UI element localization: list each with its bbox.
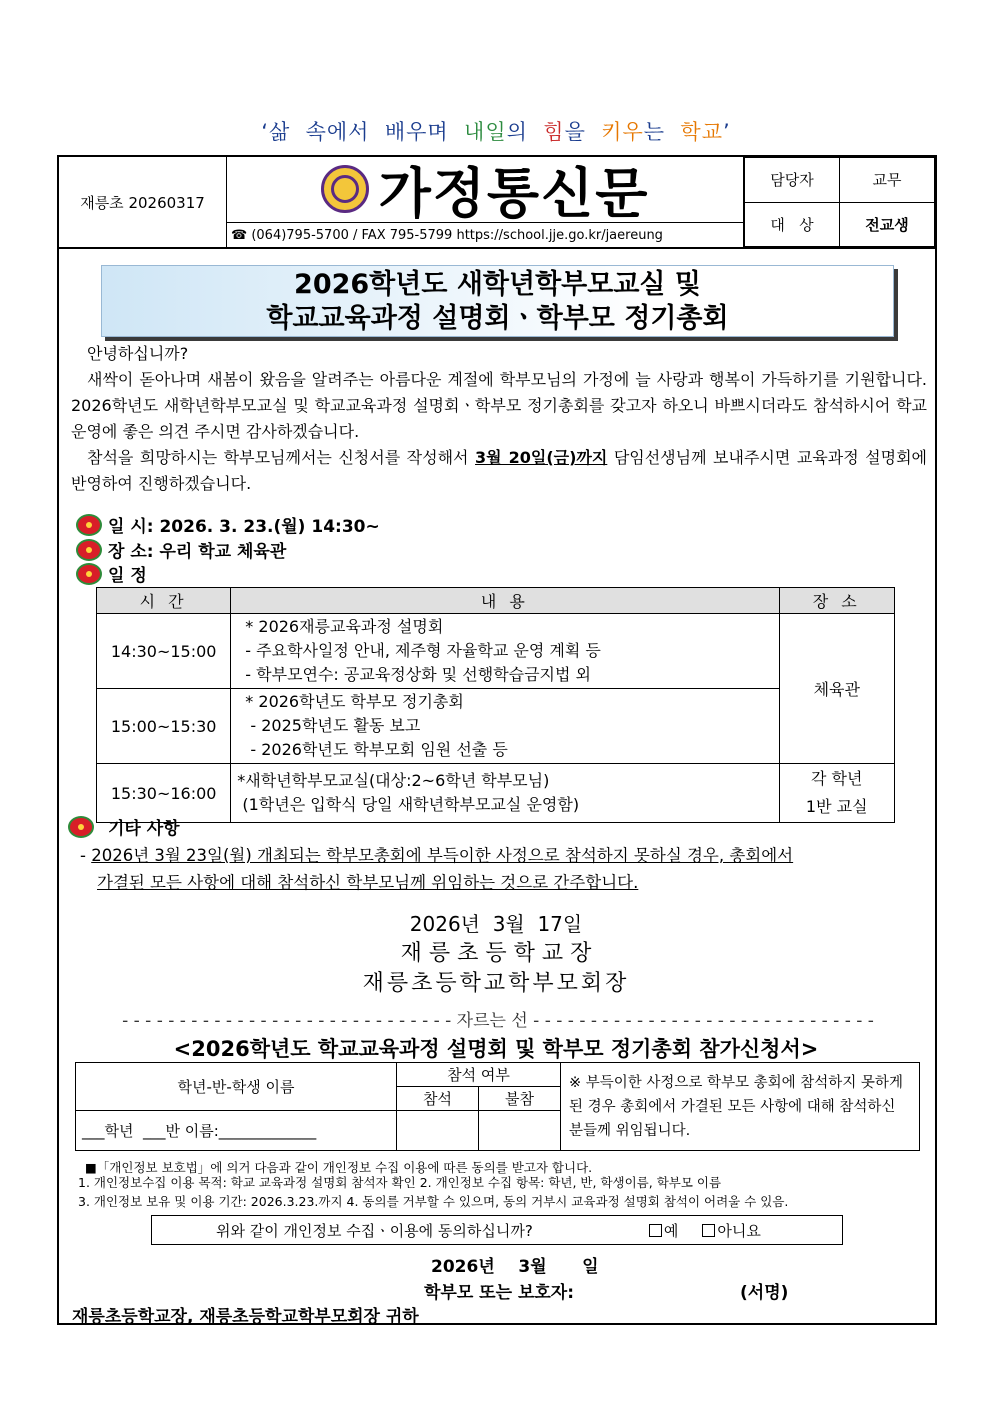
checkbox-icon[interactable] bbox=[702, 1224, 715, 1237]
addressee: 재릉초등학교장, 재릉초등학교학부모회장 귀하 bbox=[72, 1307, 419, 1327]
greeting: 안녕하십니까? bbox=[87, 344, 189, 363]
newsletter-title-block bbox=[227, 157, 743, 225]
application-table bbox=[75, 1062, 920, 1151]
form-title: <2026학년도 학교교육과정 설명회 및 학부모 정기총회 참가신청서> bbox=[173, 1037, 819, 1061]
attend-yes-cell[interactable] bbox=[397, 1111, 479, 1151]
signature-label: (서명) bbox=[740, 1283, 789, 1303]
banner-line-2: 학교교육과정 설명회ㆍ학부모 정기총회 bbox=[266, 303, 729, 334]
request-text-end: 담임선생님께 보내주시면 교육과정 설명회에 반영하여 진행하겠습니다. bbox=[71, 448, 927, 493]
consent-question: 위와 같이 개인정보 수집ㆍ이용에 동의하십니까? bbox=[216, 1221, 533, 1240]
col-student-name: 학년-반-학생 이름 bbox=[76, 1063, 397, 1111]
attend-no-cell[interactable] bbox=[479, 1111, 561, 1151]
motto-part: ’ bbox=[723, 120, 731, 144]
pta-president: 재릉초등학교학부모회장 bbox=[362, 971, 630, 996]
checkbox-icon[interactable] bbox=[649, 1224, 662, 1237]
flower-icon bbox=[76, 539, 102, 561]
cut-line: - - - - - - - - - - - - - - - - - - - - - - - - - - - - - 자르는 선 - - - - - - - - - - - - - - - - - - - - - - - - - - - - - - bbox=[122, 1011, 874, 1031]
manager-value: 교무 bbox=[840, 158, 935, 203]
banner-line-1: 2026학년도 새학년학부모교실 및 bbox=[294, 269, 701, 300]
motto-part: 배우며 bbox=[384, 120, 465, 144]
principal: 재 릉 초 등 학 교 장 bbox=[400, 941, 592, 966]
motto-part: 을 bbox=[564, 120, 602, 144]
notes-line-2: 가결된 모든 사항에 대해 참석하신 학부모님께 위임하는 것으로 간주합니다. bbox=[97, 873, 639, 892]
event-banner bbox=[101, 265, 894, 337]
col-attend-yes: 참석 bbox=[397, 1087, 479, 1111]
request-paragraph bbox=[71, 445, 927, 497]
motto-part: 는 bbox=[643, 120, 681, 144]
row-content: *새학년학부모교실(대상:2~6학년 학부모님) (1학년은 입학식 당일 새학년학부모교실 운영함) bbox=[231, 764, 779, 823]
school-logo-icon bbox=[321, 165, 369, 213]
consent-no[interactable]: 아니요 bbox=[702, 1220, 760, 1241]
delegation-note: ※ 부득이한 사정으로 학부모 총회에 참석하지 못하게 된 경우 총회에서 가결된 모든 사항에 대해 참석하신 분들께 위임됩니다. bbox=[561, 1063, 920, 1151]
col-time: 시 간 bbox=[97, 588, 231, 614]
col-place: 장 소 bbox=[779, 588, 895, 614]
row-time: 15:30~16:00 bbox=[97, 764, 231, 823]
row-content: * 2026학년도 학부모 정기총회 - 2025학년도 활동 보고 - 2026학년도 학부모회 임원 선출 등 bbox=[231, 689, 779, 764]
responsibility-table bbox=[743, 157, 935, 247]
event-datetime bbox=[76, 512, 380, 537]
document-id: 재릉초 20260317 bbox=[59, 157, 227, 247]
col-content: 내 용 bbox=[231, 588, 779, 614]
guardian-label: 학부모 또는 보호자: bbox=[424, 1283, 575, 1303]
submission-date: 2026년 3월 일 bbox=[431, 1257, 599, 1277]
schedule-text: 일 정 bbox=[108, 566, 147, 586]
notes-line-1: 2026년 3월 23일(월) 개최되는 학부모총회에 부득이한 사정으로 참석하지 못하실 경우, 총회에서 bbox=[91, 846, 794, 865]
flower-icon bbox=[76, 514, 102, 536]
place-gym: 체육관 bbox=[779, 614, 895, 764]
consent-yes[interactable]: 예 bbox=[649, 1220, 679, 1241]
privacy-line-2: 3. 개인정보 보유 및 이용 기간: 2026.3.23.까지 4. 동의를 거부할 수 있으며, 동의 거부시 교육과정 설명회 참석이 어려울 수 있음. bbox=[78, 1194, 789, 1209]
contact-info: ☎ (064)795-5700 / FAX 795-5799 https://school.jje.go.kr/jaereung bbox=[231, 227, 663, 243]
divider bbox=[227, 222, 743, 223]
place-text: 장 소: 우리 학교 체육관 bbox=[108, 542, 287, 562]
col-attendance: 참석 여부 bbox=[397, 1063, 561, 1087]
intro-paragraph: 새싹이 돋아나며 새봄이 왔음을 알려주는 아름다운 계절에 학부모님의 가정에 늘 사랑과 행복이 가득하기를 기원합니다. 2026학년도 새학년학부모교실 및 학교교육과정 설명회ㆍ학부모 정기총회를 갖고자 하오니 바쁘시더라도 참석하시어 학교 운영에 좋은 의견 주시면 감사하겠습니다. bbox=[71, 370, 927, 441]
motto-part: 내일 bbox=[464, 120, 507, 144]
newsletter-title: 가정통신문 bbox=[378, 161, 650, 225]
divider bbox=[59, 247, 935, 249]
issue-date: 2026년 3월 17일 bbox=[409, 912, 583, 936]
motto-part: 학교 bbox=[680, 120, 723, 144]
motto-part: 힘 bbox=[543, 120, 565, 144]
place-classroom: 각 학년 1반 교실 bbox=[779, 764, 895, 823]
target-value: 전교생 bbox=[840, 202, 935, 247]
schedule-table bbox=[96, 587, 895, 823]
event-schedule-heading bbox=[76, 561, 147, 586]
consent-box bbox=[151, 1215, 843, 1245]
row-time: 14:30~15:00 bbox=[97, 614, 231, 689]
motto-part: ‘삶 속에서 bbox=[261, 120, 385, 144]
deadline: 3월 20일(금)까지 bbox=[475, 448, 608, 467]
notes-heading bbox=[68, 814, 180, 839]
notes-title: 기타 사항 bbox=[108, 819, 180, 839]
target-label: 대 상 bbox=[745, 202, 840, 247]
privacy-intro: ■「개인정보 보호법」에 의거 다음과 같이 개인정보 수집 이용에 따른 동의를 받고자 합니다. bbox=[85, 1160, 593, 1175]
row-content: * 2026재릉교육과정 설명회 - 주요학사일정 안내, 제주형 자율학교 운영 계획 등 - 학부모연수: 공교육정상화 및 선행학습금지법 외 bbox=[231, 614, 779, 689]
school-motto bbox=[0, 116, 992, 146]
manager-label: 담당자 bbox=[745, 158, 840, 203]
flower-icon bbox=[76, 563, 102, 585]
notes-text: - 2026년 3월 23일(월) 개최되는 학부모총회에 부득이한 사정으로 참석하지 못하실 경우, 총회에서 가결된 모든 사항에 대해 참석하신 학부모님께 위임하는 것으로 간주합니다. bbox=[80, 846, 794, 892]
event-place bbox=[76, 537, 286, 562]
datetime-text: 일 시: 2026. 3. 23.(월) 14:30~ bbox=[108, 517, 380, 537]
student-name-field[interactable]: ___학년 ___반 이름:_____________ bbox=[76, 1111, 397, 1151]
row-time: 15:00~15:30 bbox=[97, 689, 231, 764]
motto-part: 의 bbox=[506, 120, 544, 144]
motto-part: 키우 bbox=[601, 120, 644, 144]
request-text: 참석을 희망하시는 학부모님께서는 신청서를 작성해서 bbox=[87, 448, 476, 467]
privacy-line-1: 1. 개인정보수집 이용 목적: 학교 교육과정 설명회 참석자 확인 2. 개인정보 수집 항목: 학년, 반, 학생이름, 학부모 이름 bbox=[78, 1175, 722, 1190]
col-attend-no: 불참 bbox=[479, 1087, 561, 1111]
flower-icon bbox=[68, 816, 94, 838]
